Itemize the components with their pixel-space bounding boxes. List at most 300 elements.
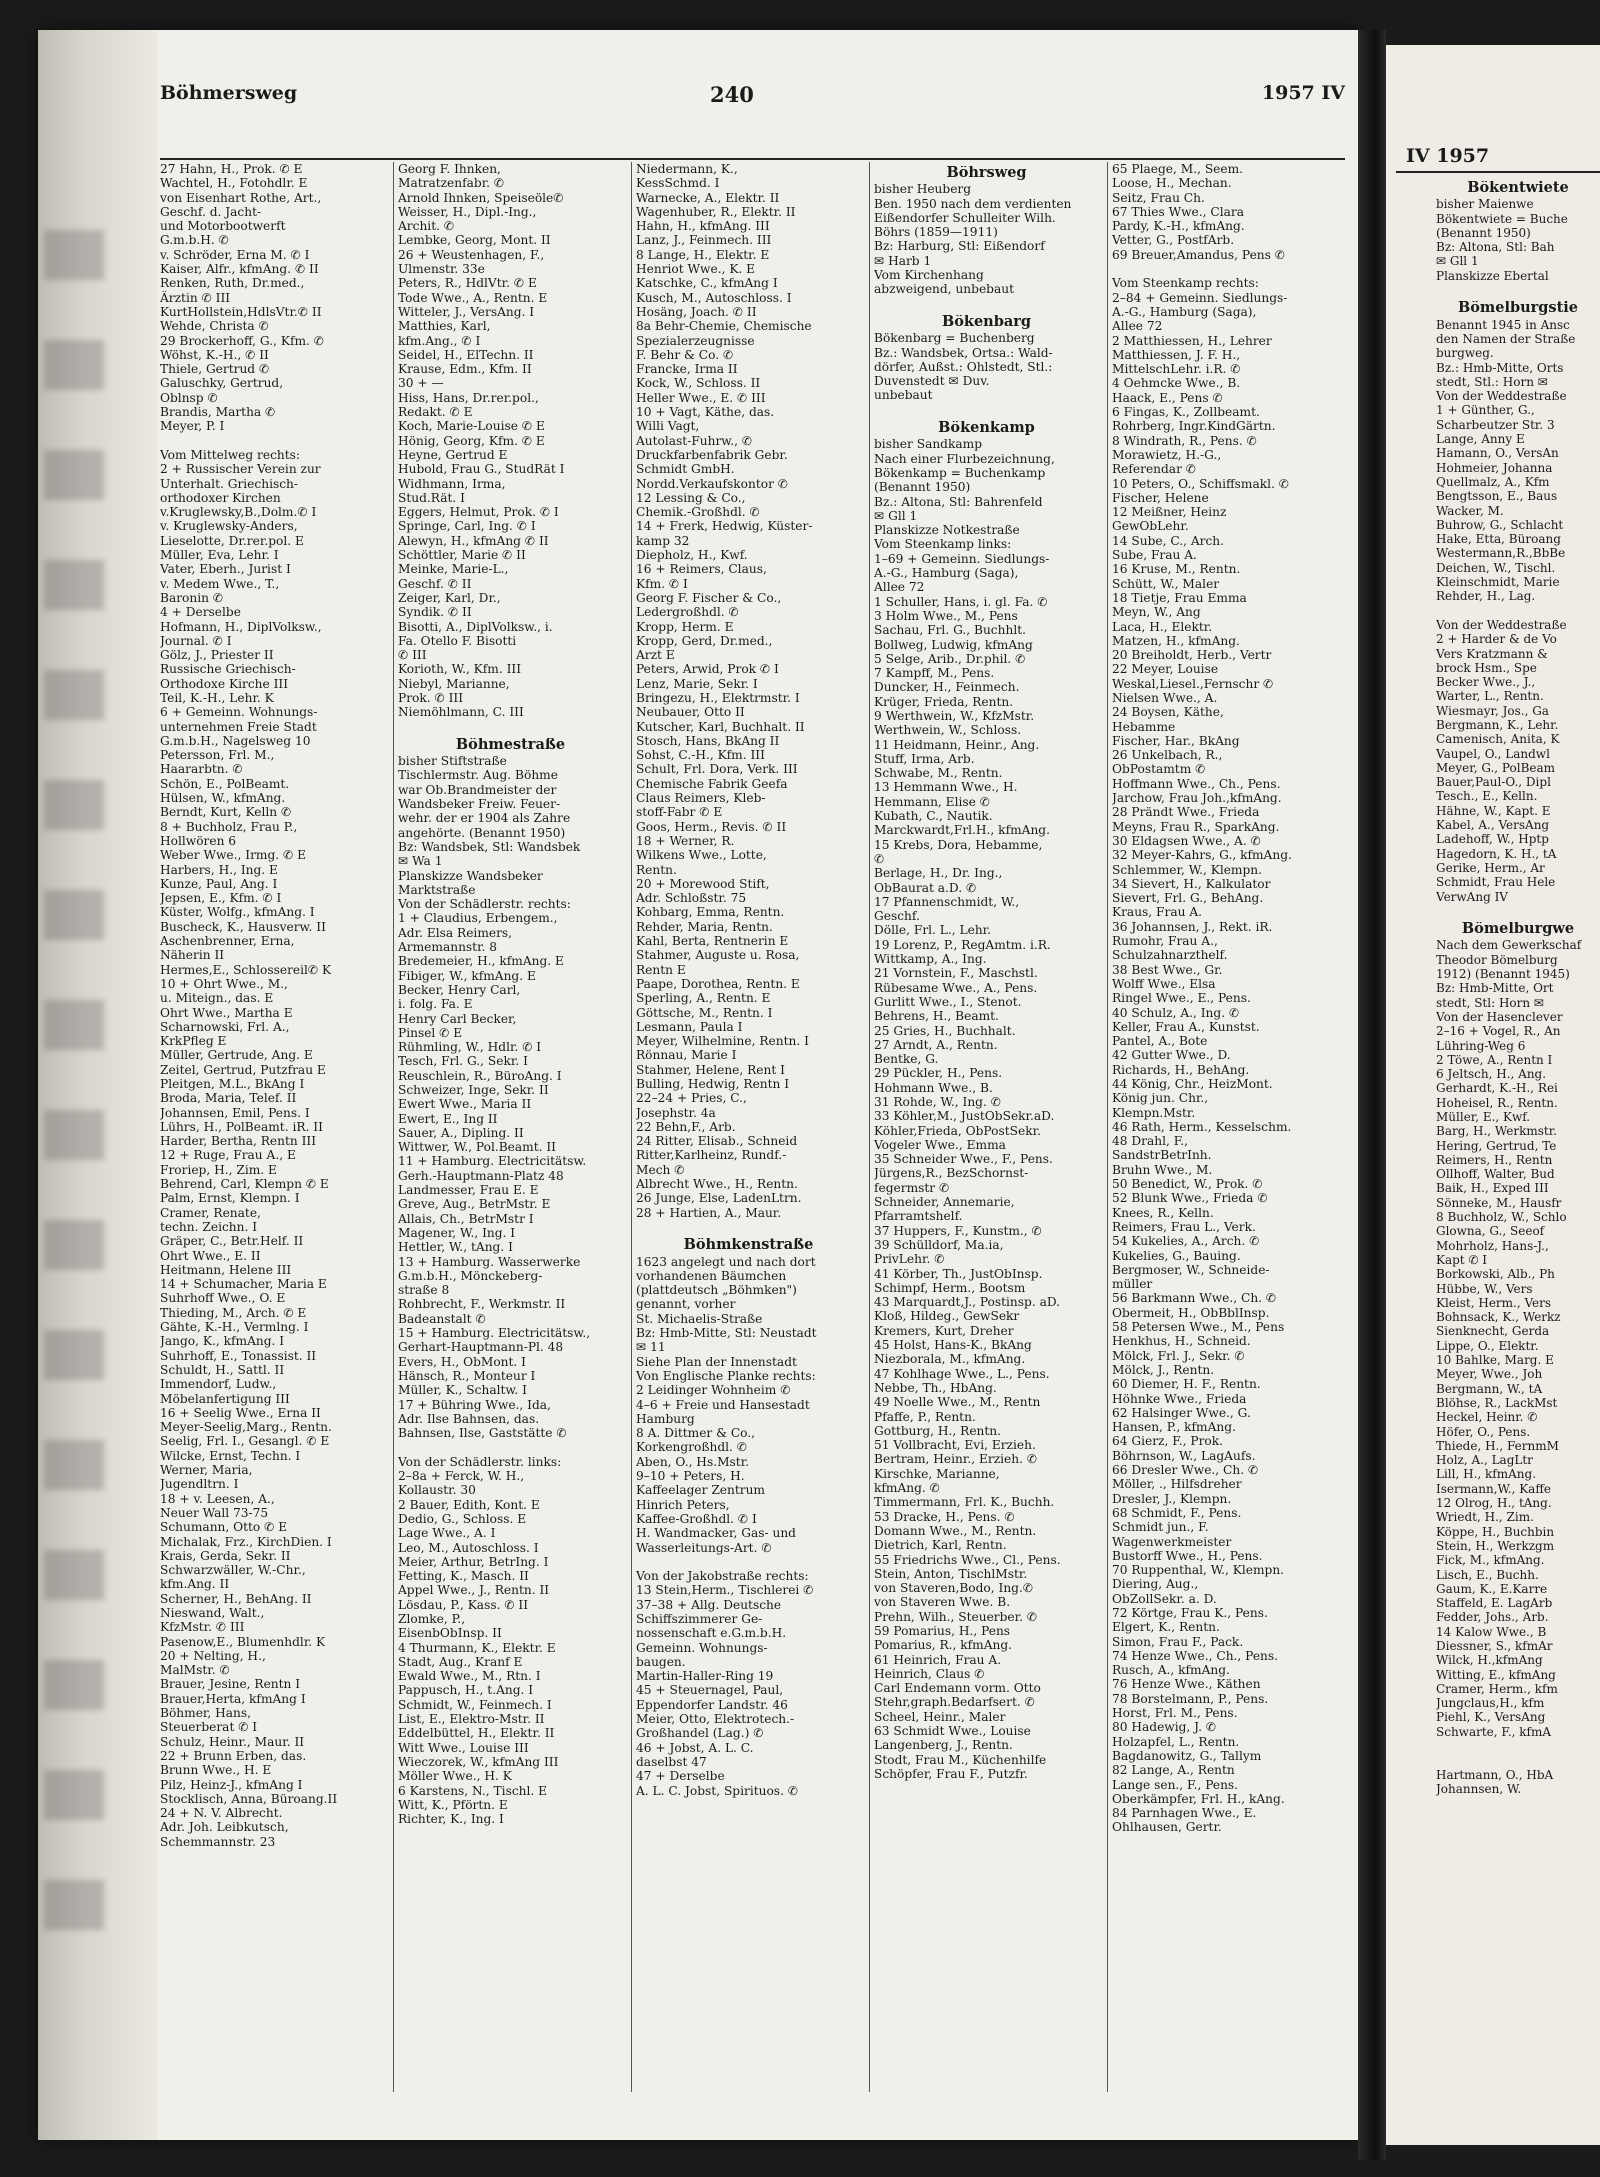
directory-entry: Palm, Ernst, Klempn. I xyxy=(160,1191,300,1206)
directory-entry: ✆ III xyxy=(398,648,427,663)
directory-entry: 53 Dracke, H., Pens. ✆ xyxy=(874,1509,1015,1524)
directory-entry: Geschf. xyxy=(874,909,920,924)
directory-entry: Bollweg, Ludwig, kfmAng xyxy=(874,637,1033,652)
directory-entry: Bertram, Heinr., Erzieh. ✆ xyxy=(874,1452,1038,1467)
directory-entry: Kohbarg, Emma, Rentn. xyxy=(636,905,785,920)
directory-entry: Vom Kirchenhang xyxy=(874,268,984,283)
directory-entry: 14 + Frerk, Hedwig, Küster- xyxy=(636,519,813,534)
directory-entry: 28 + Hartien, A., Maur. xyxy=(636,1205,782,1220)
directory-entry: Marktstraße xyxy=(398,882,476,897)
directory-entry: 1 + Günther, G., xyxy=(1436,403,1535,418)
directory-entry: Allais, Ch., BetrMstr I xyxy=(398,1211,534,1226)
directory-entry: Aben, O., Hs.Mstr. xyxy=(636,1454,750,1469)
directory-entry: wehr. der er 1904 als Zahre xyxy=(398,811,571,826)
directory-entry: war Ob.Brandmeister der xyxy=(398,782,557,797)
directory-entry: Mech ✆ xyxy=(636,1162,685,1177)
directory-entry: Fa. Otello F. Bisotti xyxy=(398,633,517,648)
directory-entry: Fibiger, W., kfmAng. E xyxy=(398,968,536,983)
directory-entry: Schwarzwäller, W.-Chr., xyxy=(160,1563,306,1578)
directory-entry: Morawietz, H.-G., xyxy=(1112,447,1222,462)
directory-entry: Tode Wwe., A., Rentn. E xyxy=(398,290,548,305)
directory-entry xyxy=(636,1220,861,1234)
directory-entry: Adr. Ilse Bahnsen, das. xyxy=(398,1411,540,1426)
directory-entry: Kutscher, Karl, Buchhalt. II xyxy=(636,719,805,734)
directory-entry: Prehn, Wilh., Steuerber. ✆ xyxy=(874,1609,1038,1624)
directory-entry: Pappusch, H., t.Ang. I xyxy=(398,1683,534,1698)
directory-entry: Seidel, H., ElTechn. II xyxy=(398,347,534,362)
thumb-index-marks xyxy=(44,230,104,1930)
directory-entry: 45 Holst, Hans-K., BkAng xyxy=(874,1338,1032,1353)
directory-entry: Diepholz, H., Kwf. xyxy=(636,548,748,563)
directory-entry: Böhrs (1859—1911) xyxy=(874,225,998,240)
directory-entry: Kock, W., Schloss. II xyxy=(636,376,761,391)
directory-entry: müller xyxy=(1112,1277,1153,1292)
directory-entry: KfzMstr. ✆ III xyxy=(160,1620,245,1635)
directory-entry: 2 + Russischer Verein zur xyxy=(160,462,321,477)
directory-entry: 20 + Morewood Stift, xyxy=(636,876,770,891)
right-page-header: IV 1957 xyxy=(1406,145,1490,167)
directory-entry: 19 Lorenz, P., RegAmtm. i.R. xyxy=(874,937,1051,952)
directory-column-4 xyxy=(874,162,1099,2092)
directory-entry: A.-G., Hamburg (Saga), xyxy=(1112,304,1257,319)
directory-entry: 18 Tietje, Frau Emma xyxy=(1112,590,1247,605)
directory-entry: 9–10 + Peters, H. xyxy=(636,1469,745,1484)
directory-entry: 48 Drahl, F., xyxy=(1112,1134,1189,1149)
directory-entry: Jungclaus,H., kfm xyxy=(1436,1696,1545,1711)
directory-entry: Hubold, Frau G., StudRät I xyxy=(398,462,565,477)
directory-entry: 24 Boysen, Käthe, xyxy=(1112,705,1224,720)
directory-entry: 61 Heinrich, Frau A. xyxy=(874,1652,1002,1667)
directory-entry: Lührs, H., PolBeamt. iR. II xyxy=(160,1119,323,1134)
directory-entry: i. folg. Fa. E xyxy=(398,997,473,1012)
directory-entry: Becker Wwe., J., xyxy=(1436,675,1536,690)
directory-entry: G.m.b.H., Mönckeberg- xyxy=(398,1268,543,1283)
directory-entry: Nebbe, Th., HbAng. xyxy=(874,1380,997,1395)
directory-entry: Vaupel, O., Landwl xyxy=(1436,746,1550,761)
directory-entry: Sachau, Frl. G., Buchhlt. xyxy=(874,623,1027,638)
directory-entry: Müller, Gertrude, Ang. E xyxy=(160,1048,313,1063)
directory-entry: Schlemmer, W., Klempn. xyxy=(1112,862,1263,877)
directory-entry: 35 Schneider Wwe., F., Pens. xyxy=(874,1152,1053,1167)
directory-entry: Schemmannstr. 23 xyxy=(160,1834,276,1849)
directory-entry: Oberkämpfer, Frl. H., kAng. xyxy=(1112,1791,1285,1806)
directory-entry: Lange sen., F., Pens. xyxy=(1112,1777,1239,1792)
directory-entry: EisenbObInsp. II xyxy=(398,1626,502,1641)
directory-entry: Bz: Wandsbek, Stl: Wandsbek xyxy=(398,839,581,854)
book-gutter xyxy=(1358,30,1386,2160)
directory-entry: Von Englische Planke rechts: xyxy=(636,1368,816,1383)
directory-entry: Landmesser, Frau E. E xyxy=(398,1183,539,1198)
directory-entry: unternehmen Freie Stadt xyxy=(160,719,317,734)
directory-entry: (Benannt 1950) xyxy=(1436,225,1531,240)
directory-entry: Kaffeelager Zentrum xyxy=(636,1483,765,1498)
directory-entry: Krais, Gerda, Sekr. II xyxy=(160,1548,291,1563)
directory-column-5 xyxy=(1112,162,1337,2092)
directory-entry: genannt, vorher xyxy=(636,1297,736,1312)
directory-entry: A.-G., Hamburg (Saga), xyxy=(874,566,1019,581)
directory-entry: Rühmling, W., Hdlr. ✆ I xyxy=(398,1040,542,1055)
directory-entry: Hemmann, Elise ✆ xyxy=(874,794,990,809)
directory-entry: (Benannt 1950) xyxy=(874,480,971,495)
directory-entry: Claus Reimers, Kleb- xyxy=(636,791,766,806)
directory-entry: Piehl, K., VersAng xyxy=(1436,1710,1546,1725)
directory-entry: Kunze, Paul, Ang. I xyxy=(160,876,278,891)
directory-entry: Borkowski, Alb., Ph xyxy=(1436,1267,1555,1282)
directory-entry: Schmidt, Frau Hele xyxy=(1436,875,1556,890)
directory-entry: VerwAng IV xyxy=(1436,889,1508,904)
directory-entry: Meier, Arthur, BetrIng. I xyxy=(398,1554,549,1569)
directory-entry: Zeiger, Karl, Dr., xyxy=(398,590,501,605)
directory-entry xyxy=(1112,262,1337,276)
directory-entry: Schmidt jun., F. xyxy=(1112,1520,1209,1535)
directory-entry: Kloß, Hildeg., GewSekr xyxy=(874,1309,1020,1324)
directory-entry: Wriedt, H., Zim. xyxy=(1436,1510,1534,1525)
directory-entry: 30 Eldagsen Wwe., A. ✆ xyxy=(1112,833,1261,848)
directory-entry: Simon, Frau F., Pack. xyxy=(1112,1634,1244,1649)
directory-entry: Möbelanfertigung III xyxy=(160,1391,290,1406)
street-header: Böhmersweg xyxy=(160,82,298,104)
directory-entry: Schuldt, H., Sattl. II xyxy=(160,1362,285,1377)
directory-entry: Von der Schädlerstr. links: xyxy=(398,1454,562,1469)
directory-entry: 62 Halsinger Wwe., G. xyxy=(1112,1405,1251,1420)
directory-entry: 31 Rohde, W., Ing. ✆ xyxy=(874,1095,1001,1109)
directory-entry: Dietrich, Karl, Rentn. xyxy=(874,1538,1007,1553)
directory-entry: 58 Petersen Wwe., M., Pens xyxy=(1112,1320,1285,1335)
directory-entry: bisher Stiftstraße xyxy=(398,754,507,769)
directory-entry: Warnecke, A., Elektr. II xyxy=(636,190,780,205)
directory-entry: 8 + Buchholz, Frau P., xyxy=(160,819,298,834)
directory-page-right xyxy=(1386,45,1600,2145)
directory-entry: Geschf. ✆ II xyxy=(398,576,472,591)
directory-entry: Jarchow, Frau Joh.,kfmAng. xyxy=(1112,791,1282,806)
directory-entry: Adr. Schloßstr. 75 xyxy=(636,891,747,906)
directory-entry: Teil, K.-H., Lehr. K xyxy=(160,690,274,705)
directory-entry: Rusch, A., kfmAng. xyxy=(1112,1663,1230,1678)
directory-entry: Böhrnson, W., LagAufs. xyxy=(1112,1448,1256,1463)
directory-entry: ✉ Gll 1 xyxy=(1436,254,1479,269)
directory-entry: Bökentwiete xyxy=(1467,181,1569,196)
directory-entry: Bökenkamp xyxy=(938,421,1035,436)
directory-entry xyxy=(1436,1739,1600,1753)
directory-entry: Laca, H., Elektr. xyxy=(1112,619,1213,634)
directory-entry: Diering, Aug., xyxy=(1112,1577,1199,1592)
directory-entry: Hülsen, W., kfmAng. xyxy=(160,791,286,806)
directory-entry: Albrecht Wwe., H., Rentn. xyxy=(636,1177,798,1192)
directory-column-1 xyxy=(160,162,385,2092)
directory-entry: u. Miteign., das. E xyxy=(160,991,274,1006)
directory-entry: Nordd.Verkaufskontor ✆ xyxy=(636,476,789,491)
directory-entry: MittelschLehr. i.R. ✆ xyxy=(1112,362,1241,377)
directory-entry: Scheel, Heinr., Maler xyxy=(874,1709,1006,1724)
directory-entry: Froriep, H., Zim. E xyxy=(160,1162,277,1177)
directory-entry: SandstrBetrInh. xyxy=(1112,1148,1212,1163)
directory-entry: Hosäng, Joach. ✆ II xyxy=(636,304,757,319)
directory-entry: Stahmer, Auguste u. Rosa, xyxy=(636,948,800,963)
directory-entry: Zeitel, Gertrud, Putzfrau E xyxy=(160,1062,326,1077)
directory-entry: Wehde, Christa ✆ xyxy=(160,319,269,334)
directory-entry: Kropp, Herm. E xyxy=(636,619,734,634)
directory-entry: Korkengroßhdl. ✆ xyxy=(636,1440,748,1455)
directory-entry: Russische Griechisch- xyxy=(160,662,296,677)
directory-entry: Meyn, W., Ang xyxy=(1112,605,1201,620)
directory-entry: Gaum, K., E.Karre xyxy=(1436,1581,1548,1596)
directory-entry: Eißendorfer Schulleiter Wilh. xyxy=(874,210,1056,225)
directory-entry: Eddelbüttel, H., Elektr. II xyxy=(398,1726,555,1741)
directory-entry: Dölle, Frl. L., Lehr. xyxy=(874,923,992,938)
directory-entry: Schwabe, M., Rentn. xyxy=(874,766,1003,781)
directory-entry: Ulmenstr. 33e xyxy=(398,262,485,277)
directory-entry: Kremers, Kurt, Dreher xyxy=(874,1323,1014,1338)
directory-entry: Bömelburgstie xyxy=(1457,301,1579,316)
directory-entry: Rehder, Maria, Rentn. xyxy=(636,919,773,934)
directory-entry: Pardy, K.-H., kfmAng. xyxy=(1112,219,1245,234)
directory-entry: Hamann, O., VersAn xyxy=(1436,446,1559,461)
directory-entry: 22 Meyer, Louise xyxy=(1112,662,1219,677)
directory-entry: Bauer,Paul-O., Dipl xyxy=(1436,775,1551,790)
directory-entry: Reuschlein, R., BüroAng. I xyxy=(398,1068,562,1083)
directory-entry: 15 Krebs, Dora, Hebamme, xyxy=(874,837,1043,852)
directory-entry: von Eisenhart Rothe, Art., xyxy=(160,190,322,205)
directory-entry xyxy=(398,1440,623,1454)
directory-entry: 2–84 + Gemeinn. Siedlungs- xyxy=(1112,290,1288,305)
directory-entry: Fischer, Helene xyxy=(1112,490,1209,505)
directory-entry: Leo, M., Autoschloss. I xyxy=(398,1540,539,1555)
directory-entry: Göttsche, M., Rentn. I xyxy=(636,1005,773,1020)
directory-entry: Kleist, Herm., Vers xyxy=(1436,1295,1552,1310)
directory-entry: Nach dem Gewerkschaf xyxy=(1436,938,1582,953)
directory-entry: 56 Barkmann Wwe., Ch. ✆ xyxy=(1112,1291,1277,1306)
directory-entry: Bulling, Hedwig, Rentn I xyxy=(636,1077,790,1091)
directory-entry: PrivLehr. ✆ xyxy=(874,1252,945,1267)
directory-entry: Von der Weddestraße xyxy=(1436,389,1567,404)
directory-entry: 42 Gutter Wwe., D. xyxy=(1112,1048,1231,1063)
directory-entry: Deichen, W., Tischl. xyxy=(1436,560,1556,575)
directory-entry: Glowna, G., Seeof xyxy=(1436,1224,1545,1239)
directory-entry: techn. Zeichn. I xyxy=(160,1219,258,1234)
directory-entry: Stocklisch, Anna, Büroang.II xyxy=(160,1791,338,1806)
directory-entry: 84 Parnhagen Wwe., E. xyxy=(1112,1806,1257,1821)
directory-entry: Zlomke, P., xyxy=(398,1611,466,1626)
directory-entry: ObBaurat a.D. ✆ xyxy=(874,880,977,895)
directory-entry: Obermeit, H., ObBblInsp. xyxy=(1112,1305,1270,1320)
directory-entry: Druckfarbenfabrik Gebr. xyxy=(636,447,788,462)
directory-entry: Hähne, W., Kapt. E xyxy=(1436,803,1551,818)
directory-entry: 49 Noelle Wwe., M., Rentn xyxy=(874,1395,1041,1410)
year-volume: 1957 IV xyxy=(1261,82,1345,104)
directory-entry: Ohrt Wwe., E. II xyxy=(160,1248,261,1263)
directory-entry: Witteler, J., VersAng. I xyxy=(398,304,535,319)
directory-entry: Lembke, Georg, Mont. II xyxy=(398,233,551,248)
directory-entry: Armemannstr. 8 xyxy=(398,940,498,955)
directory-entry xyxy=(1436,904,1600,918)
directory-entry: Fick, M., kfmAng. xyxy=(1436,1553,1545,1568)
directory-entry: Marckwardt,Frl.H., kfmAng. xyxy=(874,823,1050,838)
directory-entry: Knees, R., Kelln. xyxy=(1112,1205,1214,1220)
directory-entry: Gerhardt, K.-H., Rei xyxy=(1436,1081,1558,1096)
directory-entry: 8a Behr-Chemie, Chemische xyxy=(636,319,812,334)
directory-entry: Georg F. Fischer & Co., xyxy=(636,590,782,605)
directory-entry: Ollhoff, Walter, Bud xyxy=(1436,1167,1555,1182)
directory-entry: Meyer, P. I xyxy=(160,419,225,434)
directory-entry: Hahn, H., kfmAng. III xyxy=(636,219,770,234)
directory-entry: Schulzahnarzthelf. xyxy=(1112,948,1228,963)
directory-entry: Bustorff Wwe., H., Pens. xyxy=(1112,1548,1263,1563)
directory-entry: Matthiessen, J. F. H., xyxy=(1112,347,1241,362)
directory-entry: Heinrich, Claus ✆ xyxy=(874,1666,985,1681)
directory-entry: Stehr,graph.Bedarfsert. ✆ xyxy=(874,1695,1035,1710)
directory-entry: Badeanstalt ✆ xyxy=(398,1311,486,1326)
directory-entry: Ewert, E., Ing II xyxy=(398,1111,498,1126)
directory-entry: Heckel, Heinr. ✆ xyxy=(1436,1410,1538,1425)
directory-entry: 12 + Ruge, Frau A., E xyxy=(160,1148,296,1163)
directory-entry: 72 Körtge, Frau K., Pens. xyxy=(1112,1605,1268,1620)
directory-entry: Timmermann, Frl. K., Buchh. xyxy=(874,1495,1055,1510)
directory-entry: Syndik. ✆ II xyxy=(398,605,472,620)
directory-entry: Sievert, Frl. G., BehAng. xyxy=(1112,891,1264,906)
directory-entry: Bökentwiete = Buche xyxy=(1436,211,1568,226)
directory-entry: Redakt. ✆ E xyxy=(398,405,473,420)
directory-entry: Bredemeier, H., kfmAng. E xyxy=(398,954,564,969)
directory-entry: Spezialerzeugnisse xyxy=(636,333,755,348)
directory-entry: 78 Borstelmann, P., Pens. xyxy=(1112,1691,1269,1706)
directory-entry: Diessner, S., kfmAr xyxy=(1436,1638,1553,1653)
directory-entry: Höfer, O., Pens. xyxy=(1436,1424,1531,1439)
directory-entry: KrkPfleg E xyxy=(160,1034,227,1049)
directory-entry: 26 Unkelbach, R., xyxy=(1112,748,1223,763)
directory-entry: 10 + Vagt, Käthe, das. xyxy=(636,405,775,420)
directory-entry: Von der Jakobstraße rechts: xyxy=(636,1569,809,1584)
directory-entry: Behrens, H., Beamt. xyxy=(874,1009,999,1024)
directory-entry: 26 + Weustenhagen, F., xyxy=(398,247,545,262)
directory-entry: 67 Thies Wwe., Clara xyxy=(1112,204,1244,219)
column-divider xyxy=(1107,162,1108,2092)
directory-entry: Katschke, C., kfmAng I xyxy=(636,276,778,291)
directory-entry: Wilkens Wwe., Lotte, xyxy=(636,848,767,863)
directory-entry: v.Kruglewsky,B.,Dolm.✆ I xyxy=(160,505,317,520)
directory-entry: Richards, H., BehAng. xyxy=(1112,1062,1250,1077)
directory-entry: 55 Friedrichs Wwe., Cl., Pens. xyxy=(874,1552,1061,1567)
directory-entry: Ledergroßhdl. ✆ xyxy=(636,605,739,620)
directory-entry: 16 + Seelig Wwe., Erna II xyxy=(160,1405,321,1420)
directory-entry: Hohmann Wwe., B. xyxy=(874,1080,993,1095)
directory-entry: kfmAng. ✆ xyxy=(874,1481,940,1496)
directory-column-2 xyxy=(398,162,623,2092)
directory-entry: Gräper, C., Betr.Helf. II xyxy=(160,1234,304,1249)
directory-entry: 14 + Schumacher, Maria E xyxy=(160,1277,327,1292)
directory-entry: 34 Sievert, H., Kalkulator xyxy=(1112,876,1271,891)
directory-entry: Ringel Wwe., E., Pens. xyxy=(1112,991,1251,1006)
directory-entry: Chemik.-Großhdl. ✆ xyxy=(636,505,760,520)
directory-entry: Böhmestraße xyxy=(455,737,566,753)
directory-entry: Neubauer, Otto II xyxy=(636,705,745,720)
directory-entry: Ewald Wwe., M., Rtn. I xyxy=(398,1669,541,1684)
directory-entry: Schweizer, Inge, Sekr. II xyxy=(398,1083,549,1097)
directory-entry: 38 Best Wwe., Gr. xyxy=(1112,962,1223,977)
directory-entry: Haararbtn. ✆ xyxy=(160,762,243,777)
directory-entry: v. Medem Wwe., T., xyxy=(160,576,280,591)
directory-entry: 17 Pfannenschmidt, W., xyxy=(874,894,1020,909)
directory-entry: Richter, K., Ing. I xyxy=(398,1812,504,1827)
directory-entry: Kahl, Berta, Rentnerin E xyxy=(636,934,789,949)
directory-entry: Wandsbeker Freiw. Feuer- xyxy=(398,797,561,812)
directory-entry: Brauer,Herta, kfmAng I xyxy=(160,1691,306,1706)
directory-entry: 37–38 + Allg. Deutsche xyxy=(636,1597,782,1612)
directory-entry: Schütt, W., Maler xyxy=(1112,576,1220,591)
directory-entry: Barg, H., Werkmstr. xyxy=(1436,1124,1557,1139)
directory-entry: Lanz, J., Feinmech. III xyxy=(636,233,772,248)
directory-entry: Großhandel (Lag.) ✆ xyxy=(636,1726,764,1741)
directory-entry: Dresler, J., Klempn. xyxy=(1112,1491,1232,1506)
directory-entry: Gerike, Herm., Ar xyxy=(1436,860,1545,875)
directory-entry: Lange, Anny E xyxy=(1436,432,1525,447)
directory-entry: Duvenstedt ✉ Duv. xyxy=(874,374,990,389)
directory-entry: Gölz, J., Priester II xyxy=(160,648,274,663)
directory-entry: Stodt, Frau M., Küchenhilfe xyxy=(874,1752,1047,1767)
directory-entry: Matthies, Karl, xyxy=(398,319,491,334)
directory-entry: 52 Blunk Wwe., Frieda ✆ xyxy=(1112,1191,1268,1206)
directory-entry: Willi Vagt, xyxy=(636,419,700,434)
directory-entry: Schmidt, W., Feinmech. I xyxy=(398,1697,552,1712)
directory-entry: Geschf. d. Jacht- xyxy=(160,204,262,219)
directory-entry: Rentn E xyxy=(636,962,686,977)
directory-entry: Bergmoser, W., Schneide- xyxy=(1112,1262,1270,1277)
directory-entry: Ben. 1950 nach dem verdienten xyxy=(874,196,1072,211)
directory-entry: 18 + Werner, R. xyxy=(636,833,735,848)
directory-entry: 16 Kruse, M., Rentn. xyxy=(1112,562,1241,577)
directory-entry: 6 + Gemeinn. Wohnungs- xyxy=(160,705,318,720)
directory-entry: König jun. Chr., xyxy=(1112,1091,1209,1106)
directory-entry: Gurlitt Wwe., I., Stenot. xyxy=(874,994,1022,1009)
directory-entry: Böhmer, Hans, xyxy=(160,1706,252,1721)
directory-entry: 1623 angelegt und nach dort xyxy=(636,1254,816,1269)
directory-entry: 2 Leidinger Wohnheim ✆ xyxy=(636,1383,791,1398)
column-divider xyxy=(393,162,394,2092)
directory-entry: Niebyl, Marianne, xyxy=(398,676,510,691)
directory-entry: ✉ Wa 1 xyxy=(398,854,443,869)
directory-entry: 4 Oehmcke Wwe., B. xyxy=(1112,376,1241,391)
directory-entry: Schmidt GmbH. xyxy=(636,462,735,477)
directory-entry: Suhrhoff Wwe., O. E xyxy=(160,1291,286,1306)
directory-entry: Bagdanowitz, G., Tallym xyxy=(1112,1748,1262,1763)
directory-entry: Schneider, Annemarie, xyxy=(874,1195,1015,1210)
directory-entry: bisher Heuberg xyxy=(874,182,972,197)
directory-entry: Bz.: Altona, Stl: Bahrenfeld xyxy=(874,494,1043,509)
directory-entry: Francke, Irma II xyxy=(636,362,738,377)
directory-entry: Isermann,W., Kaffe xyxy=(1436,1481,1551,1496)
directory-entry: Bz: Hmb-Mitte, Stl: Neustadt xyxy=(636,1326,817,1341)
directory-entry: 46 Rath, Herm., Kesselschm. xyxy=(1112,1119,1292,1134)
directory-entry: Dedio, G., Schloss. E xyxy=(398,1511,527,1526)
directory-entry: Peters, Arwid, Prok ✆ I xyxy=(636,662,779,677)
directory-entry: Hönig, Georg, Kfm. ✆ E xyxy=(398,433,545,448)
directory-entry xyxy=(874,403,1099,417)
directory-entry: Quellmalz, A., Kfm xyxy=(1436,474,1550,489)
directory-entry: Wilcke, Ernst, Techn. I xyxy=(160,1448,301,1463)
directory-entry: 63 Schmidt Wwe., Louise xyxy=(874,1724,1031,1739)
directory-entry: Wasserleitungs-Art. ✆ xyxy=(636,1540,772,1555)
directory-entry: Hagedorn, K. H., tA xyxy=(1436,846,1557,861)
directory-entry: kfm.Ang., ✆ I xyxy=(398,333,481,348)
directory-entry: Hiss, Hans, Dr.rer.pol., xyxy=(398,390,539,405)
directory-entry: Allee 72 xyxy=(874,580,925,595)
directory-entry: 50 Benedict, W., Prok. ✆ xyxy=(1112,1177,1263,1192)
directory-entry: Pomarius, R., kfmAng. xyxy=(874,1638,1013,1653)
directory-entry: Seitz, Frau Ch. xyxy=(1112,190,1205,205)
directory-entry: unbebaut xyxy=(874,388,933,403)
directory-entry: Bentke, G. xyxy=(874,1052,939,1067)
directory-entry: Weber Wwe., Irmg. ✆ E xyxy=(160,848,306,863)
directory-entry xyxy=(874,297,1099,311)
